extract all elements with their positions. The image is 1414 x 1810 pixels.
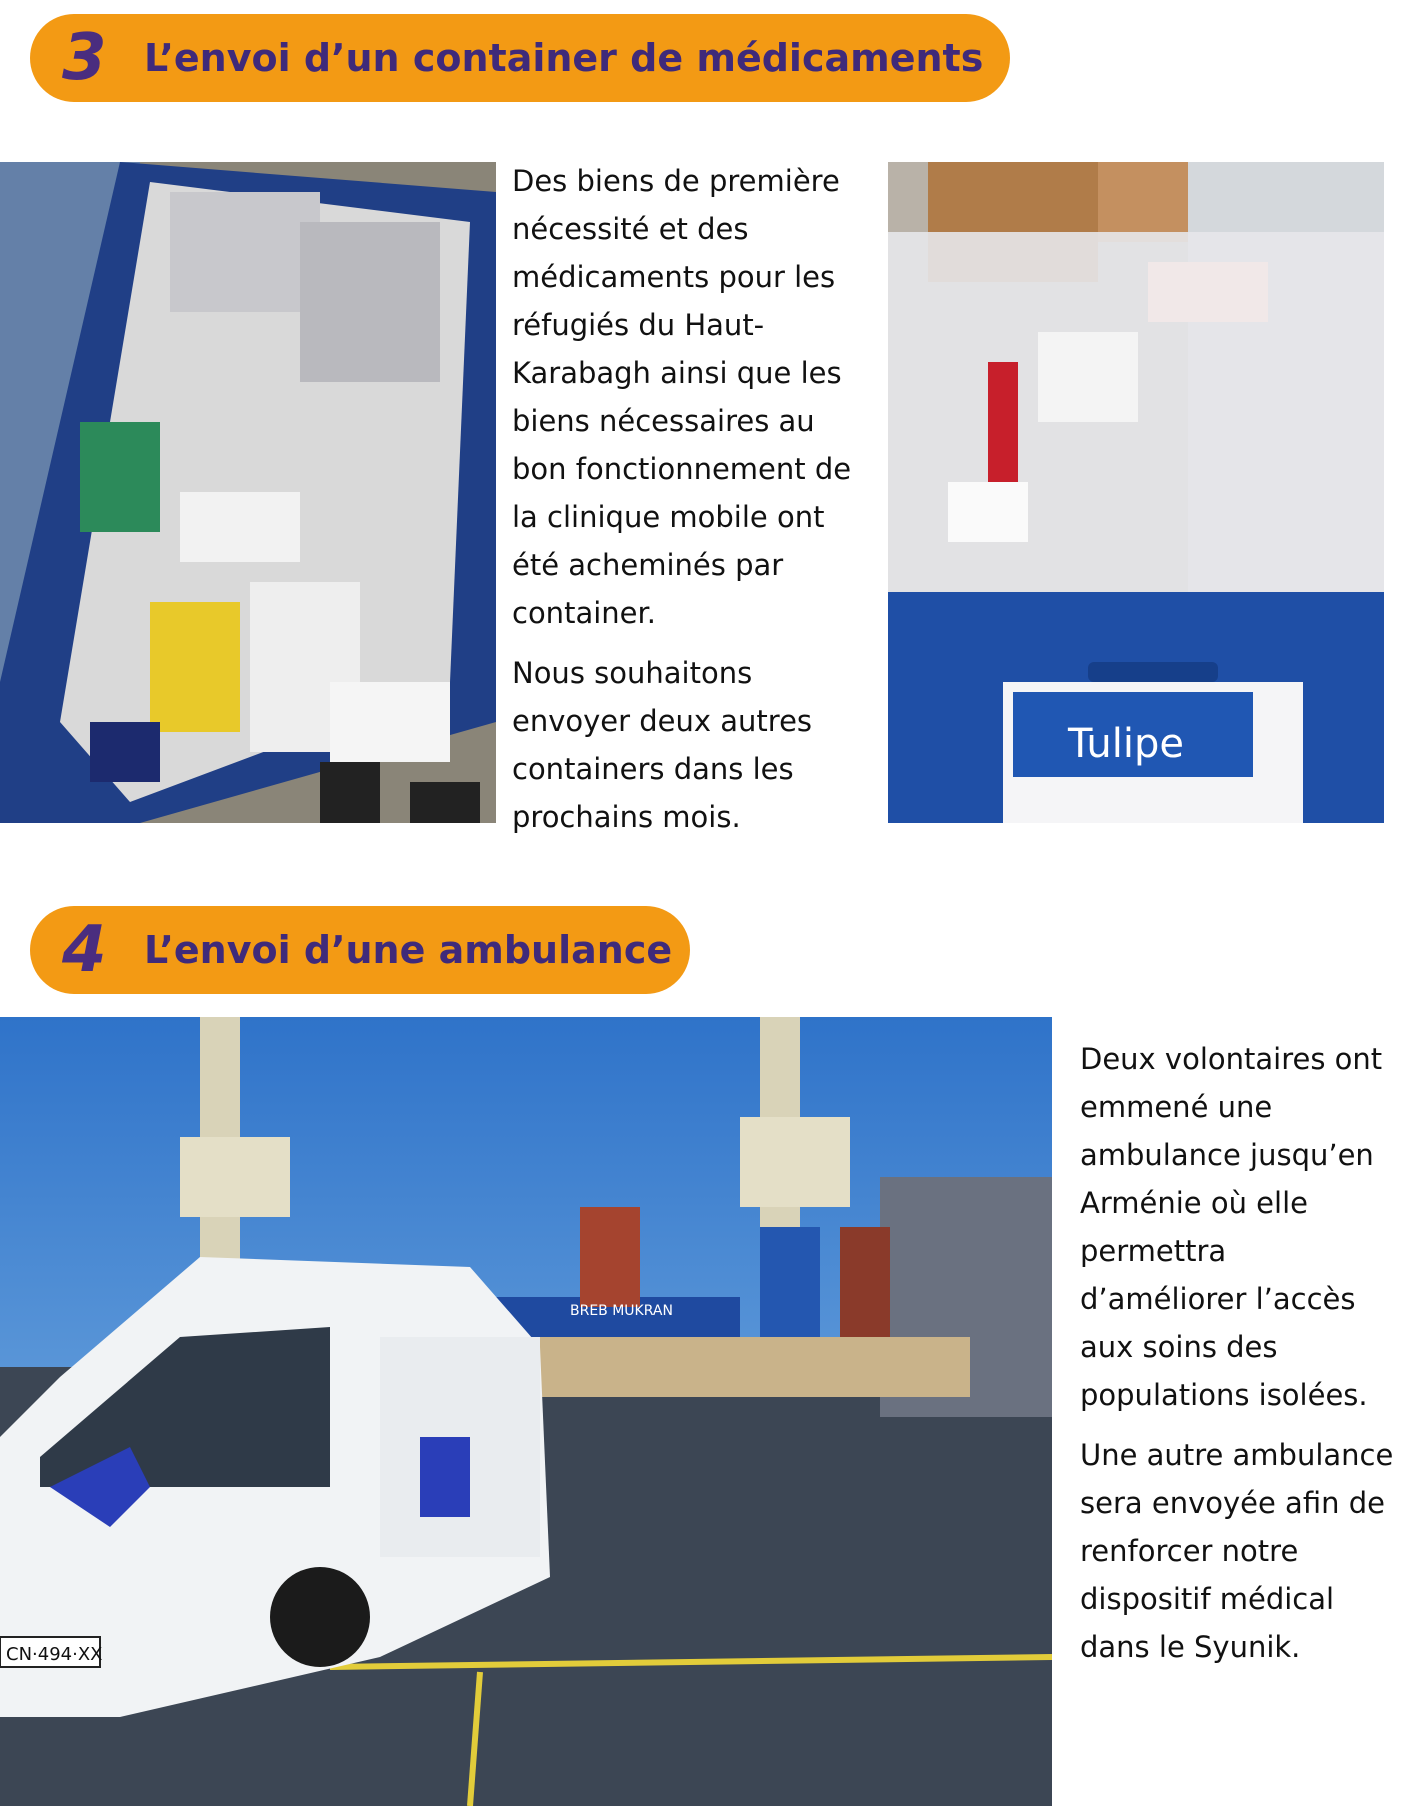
paragraph: Deux volontaires ont emmené une ambulance jusqu’en Arménie où elle permettra d’améliorer l’accès aux soins des populations isolées. [1080, 1042, 1383, 1412]
paragraph: Nous souhaitons envoyer deux autres containers dans les prochains mois. [512, 656, 813, 834]
container-photo [888, 162, 1384, 823]
section-4-text [1080, 1035, 1400, 1683]
section-title: L’envoi d’une ambulance [144, 928, 673, 972]
section-3-banner [30, 14, 1010, 102]
paragraph: Des biens de première nécessité et des médicaments pour les réfugiés du Haut-Karabagh ainsi que les biens nécessaires au bon fonctionnement de la clinique mobile ont été acheminés par container. [512, 164, 852, 630]
section-title: L’envoi d’un container de médicaments [144, 36, 984, 80]
paragraph: Une autre ambulance sera envoyée afin de renforcer notre dispositif médical dans le Syunik. [1080, 1438, 1394, 1664]
section-number: 3 [62, 21, 105, 95]
medicine-crate-photo [0, 162, 496, 823]
section-3-text [512, 157, 872, 853]
section-4-banner [30, 906, 690, 994]
license-plate: CN·494·XX [6, 1644, 103, 1665]
ambulance-photo [0, 1017, 1052, 1806]
container-logo-text: Tulipe [1068, 721, 1184, 767]
section-number: 4 [62, 913, 105, 987]
ship-name: BREB MUKRAN [570, 1303, 673, 1319]
